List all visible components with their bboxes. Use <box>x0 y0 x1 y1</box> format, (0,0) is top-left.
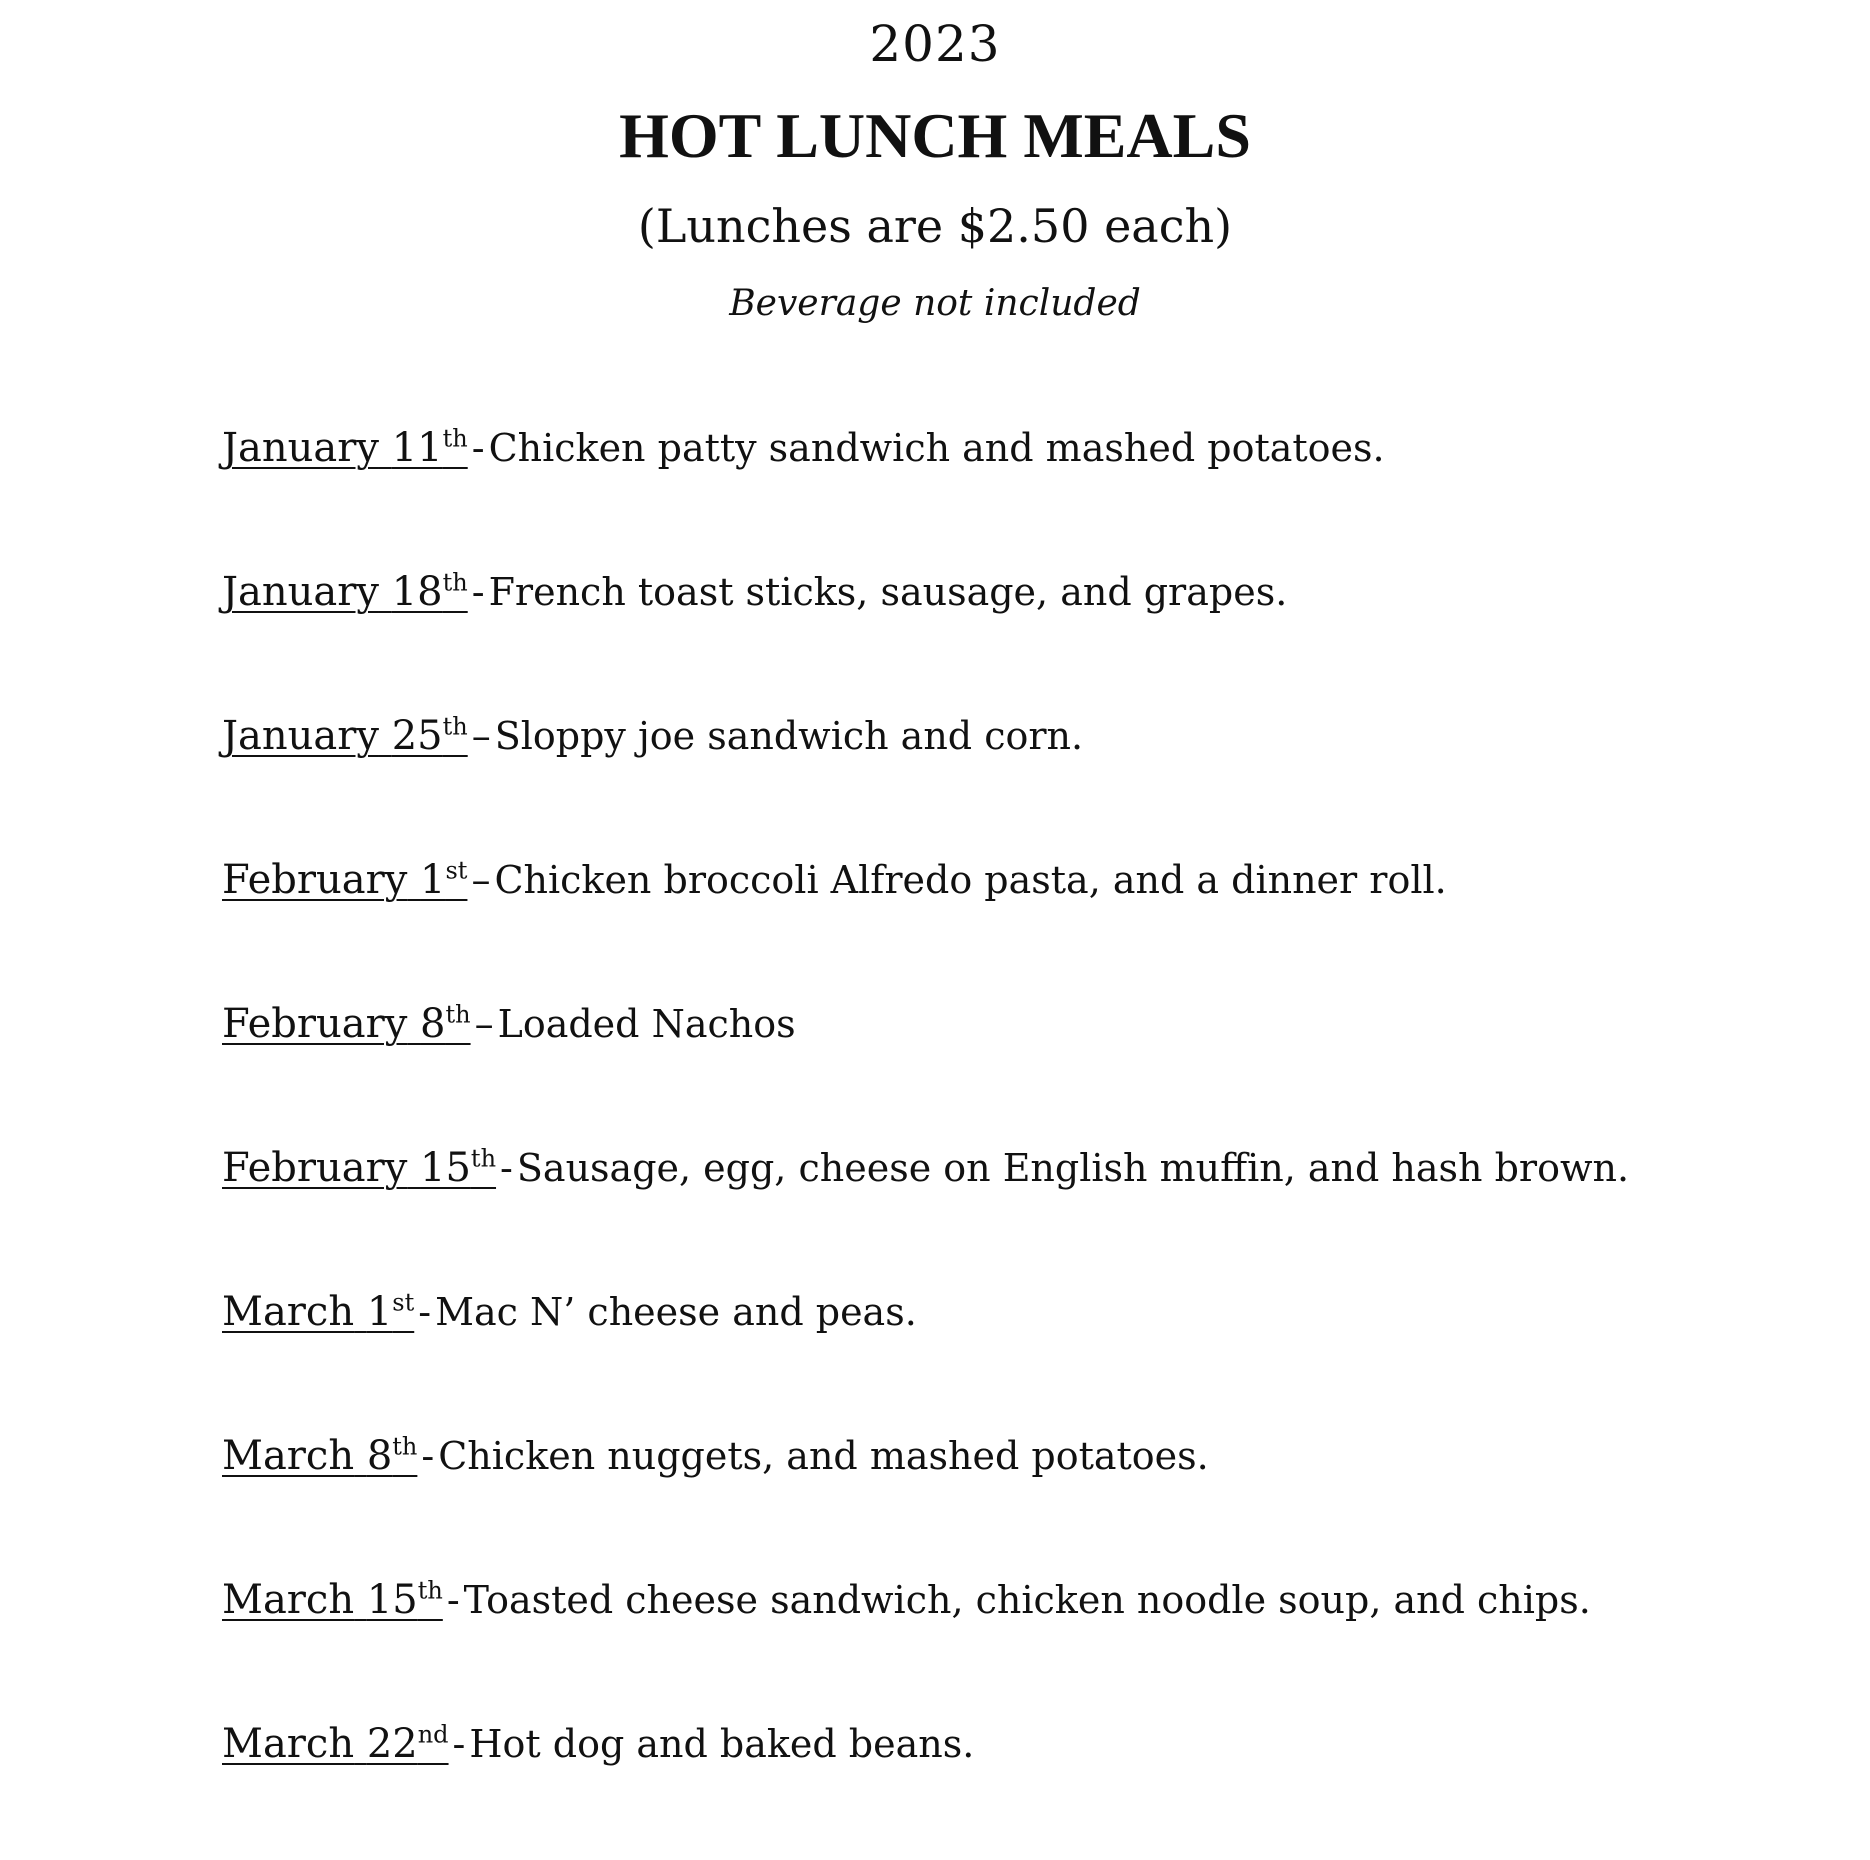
meal-separator: - <box>446 1578 460 1622</box>
meal-day: 25 <box>391 713 443 759</box>
meal-item <box>222 852 1782 996</box>
meal-description: Hot dog and baked beans. <box>469 1722 975 1766</box>
meal-month: March <box>222 1433 355 1479</box>
meal-item <box>222 564 1782 708</box>
meal-date <box>222 569 468 615</box>
meal-day: 22 <box>366 1721 418 1767</box>
meal-date <box>222 1721 449 1767</box>
beverage-note: Beverage not included <box>729 283 1141 324</box>
meal-separator: - <box>452 1722 466 1766</box>
page-title: HOT LUNCH MEALS <box>619 100 1251 171</box>
meal-day: 1 <box>420 857 446 903</box>
meal-description: Mac N’ cheese and peas. <box>435 1290 917 1334</box>
meal-month: January <box>222 425 379 471</box>
meal-separator: - <box>421 1434 435 1478</box>
meal-date <box>222 857 467 903</box>
meal-separator: - <box>500 1146 513 1190</box>
meal-description: Sloppy joe sandwich and corn. <box>494 714 1084 758</box>
meal-item <box>222 1716 1782 1860</box>
meal-month: February <box>222 857 408 903</box>
meal-description: Chicken patty sandwich and mashed potatoes. <box>488 426 1385 470</box>
meal-month: January <box>222 569 379 615</box>
meal-item <box>222 1140 1782 1284</box>
meal-month: March <box>222 1721 355 1767</box>
meal-separator: – <box>471 858 491 902</box>
meal-date <box>222 425 468 471</box>
meal-item <box>222 1428 1782 1572</box>
meal-item <box>222 708 1782 852</box>
document-year: 2023 <box>869 15 1001 73</box>
meal-description: Toasted cheese sandwich, chicken noodle soup, and chips. <box>463 1578 1591 1622</box>
price-note: (Lunches are $2.50 each) <box>637 199 1233 253</box>
meal-description: Chicken broccoli Alfredo pasta, and a dinner roll. <box>494 858 1447 902</box>
meal-day-suffix: th <box>442 568 468 597</box>
meal-day: 8 <box>366 1433 393 1479</box>
meal-list <box>222 420 1782 1860</box>
meal-item <box>222 420 1782 564</box>
meal-day-suffix: st <box>445 856 468 885</box>
meal-date <box>222 1001 471 1047</box>
meal-month: February <box>222 1001 408 1047</box>
meal-date <box>222 713 468 759</box>
meal-date <box>222 1577 443 1623</box>
meal-separator: – <box>474 1002 494 1046</box>
meal-date <box>222 1289 414 1335</box>
meal-separator: - <box>418 1290 432 1334</box>
meal-day-suffix: th <box>445 1000 471 1029</box>
meal-description: French toast sticks, sausage, and grapes. <box>488 570 1288 614</box>
meal-description: Chicken nuggets, and mashed potatoes. <box>438 1434 1209 1478</box>
meal-date <box>222 1145 496 1191</box>
meal-day: 11 <box>391 425 443 471</box>
meal-day-suffix: th <box>417 1576 443 1605</box>
meal-month: March <box>222 1289 355 1335</box>
meal-month: February <box>222 1145 408 1191</box>
meal-item <box>222 996 1782 1140</box>
meal-separator: – <box>471 714 491 758</box>
meal-item <box>222 1572 1782 1716</box>
meal-day: 18 <box>391 569 443 615</box>
meal-day-suffix: nd <box>417 1720 449 1749</box>
meal-item <box>222 1284 1782 1428</box>
meal-day-suffix: th <box>442 712 468 741</box>
meal-month: January <box>222 713 379 759</box>
meal-day: 15 <box>366 1577 418 1623</box>
meal-day-suffix: st <box>392 1288 415 1317</box>
meal-day: 15 <box>420 1145 471 1191</box>
meal-description: Loaded Nachos <box>497 1002 796 1046</box>
meal-separator: - <box>471 570 485 614</box>
meal-day: 1 <box>366 1289 393 1335</box>
meal-day-suffix: th <box>392 1432 418 1461</box>
meal-month: March <box>222 1577 355 1623</box>
meal-date <box>222 1433 417 1479</box>
meal-day: 8 <box>420 1001 446 1047</box>
meal-description: Sausage, egg, cheese on English muffin, and hash brown. <box>516 1146 1630 1190</box>
meal-separator: - <box>471 426 485 470</box>
meal-day-suffix: th <box>470 1144 497 1173</box>
meal-day-suffix: th <box>442 424 468 453</box>
